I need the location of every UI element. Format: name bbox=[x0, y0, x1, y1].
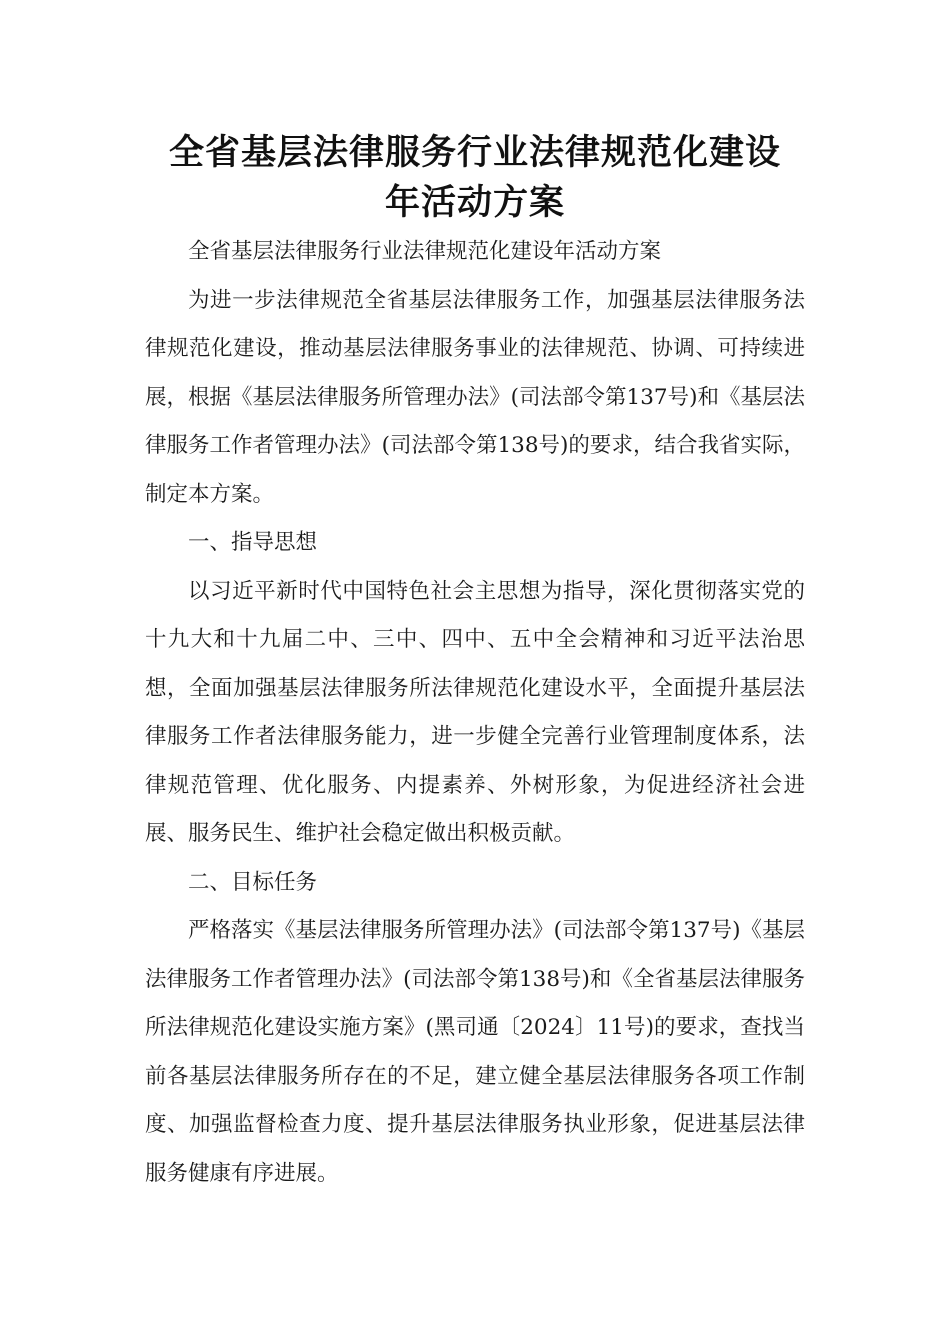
document-title bbox=[110, 128, 840, 228]
section-1-paragraph: 以习近平新时代中国特色社会主思想为指导，深化贯彻落实党的十九大和十九届二中、三中、四中、五中全会精神和习近平法治思想，全面加强基层法律服务所法律规范化建设水平，全面提升基层法律服务工作者法律服务能力，进一步健全完善行业管理制度体系，法律规范管理、优化服务、内提素养、外树形象，为促进经济社会进展、服务民生、维护社会稳定做出积极贡献。 bbox=[145, 578, 805, 846]
title-line-1: 全省基层法律服务行业法律规范化建设 bbox=[168, 133, 781, 173]
subtitle-paragraph: 全省基层法律服务行业法律规范化建设年活动方案 bbox=[188, 239, 662, 264]
title-line-2: 年活动方案 bbox=[384, 183, 565, 223]
document-body bbox=[145, 228, 805, 1198]
section-1-heading: 一、指导思想 bbox=[188, 530, 318, 555]
intro-paragraph: 为进一步法律规范全省基层法律服务工作，加强基层法律服务法律规范化建设，推动基层法律服务事业的法律规范、协调、可持续进展，根据《基层法律服务所管理办法》(司法部令第137号)和《基层法律服务工作者管理办法》(司法部令第138号)的要求，结合我省实际，制定本方案。 bbox=[145, 287, 805, 507]
section-2-heading: 二、目标任务 bbox=[188, 869, 318, 895]
section-2-paragraph: 严格落实《基层法律服务所管理办法》(司法部令第137号)《基层法律服务工作者管理办法》(司法部令第138号)和《全省基层法律服务所法律规范化建设实施方案》(黑司通〔2024〕11号)的要求，查找当前各基层法律服务所存在的不足，建立健全基层法律服务各项工作制度、加强监督检查力度、提升基层法律服务执业形象，促进基层法律服务健康有序进展。 bbox=[145, 918, 805, 1186]
